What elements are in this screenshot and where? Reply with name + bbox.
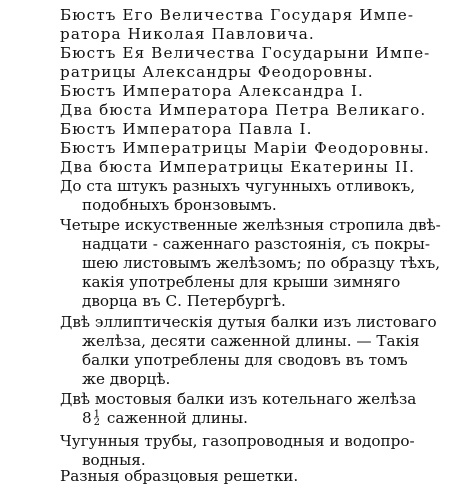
text-line: Два бюста Императора Петра Великаго. <box>60 101 427 119</box>
entry-bust-maria <box>60 139 468 158</box>
entry-bridge-beams <box>60 390 468 428</box>
text-line: Бюстъ Императрицы Маріи Феодоровны. <box>60 139 430 157</box>
text-line: Бюстъ Императора Павла I. <box>60 120 313 138</box>
text-line: надцати - саженнаго разстоянія, съ покры- <box>82 235 431 253</box>
fraction-denominator: 2 <box>93 417 101 428</box>
text-line: желѣза, десяти саженной длины. — Такія <box>82 332 420 350</box>
text-line: балки употреблены для сводовъ въ томъ <box>82 351 408 369</box>
text-line: До ста штукъ разныхъ чугунныхъ отливокъ, <box>60 177 416 195</box>
entry-busts-peter <box>60 101 468 120</box>
text-line: Чугунныя трубы, газопроводныя и водопро- <box>60 432 415 450</box>
text-line: Двѣ эллиптическія дутыя балки изъ листоваго <box>60 313 437 331</box>
text-line: Два бюста Императрицы Екатерины II. <box>60 158 416 176</box>
text-line: шею листовымъ желѣзомъ; по образцу тѣхъ, <box>82 254 441 272</box>
entry-bust-nicholas <box>60 6 468 44</box>
entry-cast-iron-pipes <box>60 432 468 470</box>
entry-cast-iron-castings <box>60 177 468 215</box>
text-line: Бюстъ Ея Величества Государыни Импе- <box>60 44 431 62</box>
entry-sample-grilles <box>60 467 468 486</box>
entry-iron-rafters <box>60 216 468 311</box>
entry-bust-alexander <box>60 82 468 101</box>
text-line: Разныя образцовыя решетки. <box>60 467 299 485</box>
text-line: подобныхъ бронзовымъ. <box>82 196 277 214</box>
entry-busts-catherine <box>60 158 468 177</box>
text-line <box>60 409 468 428</box>
entry-bust-alexandra <box>60 44 468 82</box>
text-line: ратрицы Александры Феодоровны. <box>60 63 374 81</box>
text-line: Четыре искуственные желѣзныя стропила двѣ- <box>60 216 441 234</box>
fraction-numerator: 1 <box>93 409 101 420</box>
text-line: какія употреблены для крыши зимняго <box>82 273 401 291</box>
text-line: водныя. <box>82 451 146 469</box>
entry-bust-paul <box>60 120 468 139</box>
text-line: дворца въ С. Петербургѣ. <box>82 292 286 310</box>
entry-elliptic-beams <box>60 313 468 389</box>
fraction-whole: 8 <box>82 409 92 427</box>
text-line: ратора Николая Павловича. <box>60 25 315 43</box>
text-line: Двѣ мостовыя балки изъ котельнаго желѣза <box>60 390 417 408</box>
text-line: Бюстъ Его Величества Государя Импе- <box>60 6 415 24</box>
text-fragment: саженной длины. <box>106 409 248 427</box>
text-line: Бюстъ Императора Александра I. <box>60 82 364 100</box>
fraction <box>94 411 100 427</box>
text-line: же дворцѣ. <box>82 370 171 388</box>
